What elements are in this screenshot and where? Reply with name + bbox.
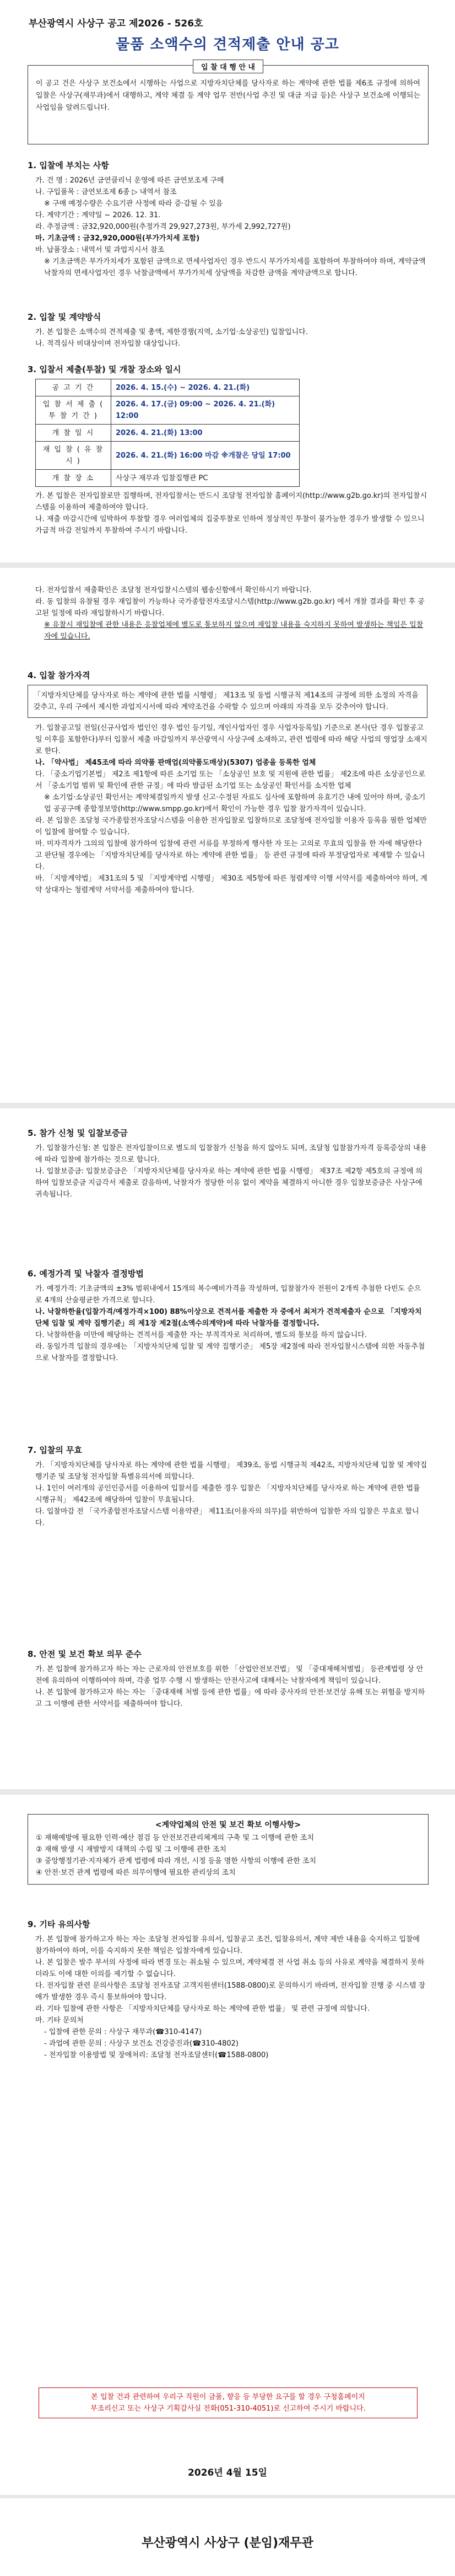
list-item: ④ 안전·보건 관계 법령에 따른 의무이행에 필요한 관리상의 조치 [36,1869,236,1877]
section-1 [28,160,427,279]
table-row [36,379,300,396]
section-8-title: 8. 안전 및 보건 확보 의무 준수 [28,1649,142,1659]
notice-date: 2026년 4월 15일 [188,2467,267,2478]
section-5 [28,1128,427,1200]
intro-text: 이 공고 건은 사상구 보건소에서 시행하는 사업으로 지방자치단체를 당사자로 하는 계약에 관한 법률 제6조 규정에 의하여 입찰은 사상구(재무과)에서 대행하고, 계약 체결 등 계약 업무 전반(사업 추진 및 대금 지급 등)은 사상구 보건소에 이행되는 사업임을 알려드립니다. [36,79,420,112]
s4-line-1: 가. 입찰공고일 전일(신규사업자 법인인 경우 법인 등기일, 개인사업자인 경우 사업자등록일) 기준으로 본사(단 경우 입찰공고일 이후를 포함한다)부터 입찰서 제출 마감일까지 부산광역시 사상구에 소재하고, 관련 법령에 따라 해당 사업의 영업장 소재지로 한다. [35,724,427,755]
s1-line-7: 바. 납품장소 : 내역서 및 과업지시서 참조 [35,246,165,254]
s4-line-4: ※ 소기업·소상공인 확인서는 계약체결일까지 발생 신고·수정된 자료도 심사에 포함하며 유효기간 내에 있어야 하며, 중소기업 공공구매 종합정보망(http://www.smpp.go.kr)에서 확인이 가능한 경우 입찰 참가자격이 있습니다. [44,793,426,813]
schedule-key: 개 찰 장 소 [36,470,111,487]
section-4-title: 4. 입찰 참가자격 [28,670,90,680]
table-row [36,470,300,487]
s9-line-2: 나. 본 입찰은 발주 부서의 사정에 따라 변경 또는 취소될 수 있으며, 계약체결 전 사업 취소 등의 사유로 계약을 체결하지 못하더라도 이에 대한 이의를 제기할 수 없습니다. [35,1958,425,1978]
safety-checklist-title: <계약업체의 안전 및 보건 확보 이행사항> [155,1821,301,1829]
section-5-title: 5. 참가 신청 및 입찰보증금 [28,1128,128,1138]
schedule-value: 2026. 4. 15.(수) ~ 2026. 4. 21.(화) [111,379,300,396]
s4-frame [28,685,427,718]
s2-line-1: 가. 본 입찰은 소액수의 견적제출 및 총액, 제한경쟁(지역, 소기업·소상공인) 입찰입니다. [35,328,308,336]
s7-line-1: 가. 「지방자치단체를 당사자로 하는 계약에 관한 법률 시행령」 제39조, 동법 시행규칙 제42조, 지방자치단체 입찰 및 계약집행기준 및 조달청 전자입찰 특별유의서에 의합니다. [35,1461,427,1481]
s6-line-1: 가. 예정가격: 기초금액의 ±3% 범위내에서 15개의 복수예비가격을 작성하며, 입찰참가자 전원이 2개씩 추첨한 다빈도 순으로 4개의 산술평균한 가격으로 합니다. [35,1285,421,1305]
schedule-table [35,379,300,487]
s7-line-2: 나. 1인이 여러개의 공인인증서를 이용하여 입찰서를 제출한 경우 입찰은 「지방자치단체를 당사자로 하는 계약에 관한 법률 시행규칙」 제42조에 해당하여 입찰이 무효됩니다. [35,1484,420,1504]
s6-line-2: 나. 낙찰하한율(입찰가격/예정가격×100) 88%이상으로 견적서를 제출한 자 중에서 최저가 견적제출자 순으로 「지방자치단체 입찰 및 계약 집행기준」의 제1장 제2절(소액수의계약)에 따라 낙찰자를 결정합니다. [35,1308,422,1328]
s1-line-5: 라. 추정금액 : 금32,920,000원(추정가격 29,927,273원, 부가세 2,992,727원) [35,223,291,231]
notice-number: 부산광역시 사상구 공고 제2026 - 526호 [29,18,203,29]
s1-line-2: 나. 구입품목 : 금연보조제 6종 ▷ 내역서 참조 [35,188,177,196]
section-8 [28,1649,427,1710]
list-item: ② 재해 발생 시 재발방지 대책의 수립 및 그 이행에 관한 조치 [36,1845,226,1854]
s5-line-1: 가. 입찰참가신청: 본 입찰은 전자입찰이므로 별도의 입찰참가 신청을 하지 않아도 되며, 조달청 입찰참가자격 등록증상의 내용에 따라 입찰에 참가하는 것으로 합니다. [35,1144,427,1164]
s3b-line-3: ※ 유찰시 재입찰에 관한 내용은 응찰업체에 별도로 통보하지 않으며 재입찰 내용을 숙지하지 못하여 발생하는 책임은 입찰자에 있습니다. [44,621,424,641]
s2-line-2: 나. 적격심사 비대상이며 전자입찰 대상입니다. [35,340,181,348]
section-7 [28,1445,427,1529]
schedule-key: 재 입 찰 ( 유 찰 시 ) [36,442,111,470]
section-7-title: 7. 입찰의 무효 [28,1445,83,1455]
s1-line-4: 다. 계약기간 : 계약일 ~ 2026. 12. 31. [35,211,161,219]
section-6-title: 6. 예정가격 및 낙찰자 결정방법 [28,1269,144,1279]
intro-tag: 입 찰 대 행 안 내 [193,60,263,73]
section-9 [28,1919,427,2061]
section-9-title: 9. 기타 유의사항 [28,1919,90,1929]
warning-line-2: 부조리신고 또는 사상구 기획감사실 전화(051-310-4051)로 신고하여 주시기 바랍니다. [90,2405,366,2413]
s4-line-6: 마. 미자격자가 그의의 입찰에 참가하여 입찰에 관련 서류를 부정하게 행사한 자 또는 고의로 무효의 입찰을 한 자에 해당한다고 판단될 경우에는 「지방자치단체를 당사자로 하는 계약에 관한 법률」 등 관련 규정에 따라 부정당업자로 제재할 수 있습니다. [35,840,425,871]
intro-box [28,65,429,144]
schedule-key: 공 고 기 간 [36,379,111,396]
s1-line-3: ※ 구매 예정수량은 수요기관 사정에 따라 증·감될 수 있음 [44,200,223,208]
list-item: ③ 중앙행정기관·지자체가 관계 법령에 따라 개선, 시정 등을 명한 사항의 이행에 관한 조치 [36,1857,317,1865]
section-3 [28,364,427,536]
warning-line-1: 본 입찰 건과 관련하여 우리구 직원이 금품, 향응 등 부당한 요구를 할 경우 구청홈페이지 [91,2393,365,2401]
schedule-value: 2026. 4. 21.(화) 13:00 [111,425,300,442]
s3b-line-1: 다. 전자입찰서 제출확인은 조달청 전자입찰시스템의 웹송신함에서 확인하시기 바랍니다. [35,586,312,594]
schedule-value: 2026. 4. 17.(금) 09:00 ~ 2026. 4. 21.(화) 12:00 [111,396,300,425]
s4-line-7: 바. 「지방계약법」 제31조의 5 및 「지방계약법 시행령」 제30조 제5항에 따른 청렴계약 이행 서약서를 제출하여야 하며, 계약 상대자는 청렴계약 서약서를 제출하여야 합니다. [35,874,427,894]
s4-line-2: 나. 「약사법」 제45조에 따라 의약품 판매업(의약품도매상)(5307) 업종을 등록한 업체 [35,759,316,767]
s1-line-8: ※ 기초금액은 부가가치세가 포함된 금액으로 면세사업자인 경우 반드시 부가가치세를 포함하여 투찰하여야 하며, 계약금액 낙찰자의 면세사업자인 경우 낙찰금액에서 부가가치세 상당액을 차감한 금액을 계약금액으로 합니다. [44,257,426,277]
s9-line-4: 라. 기타 입찰에 관한 사항은 「지방자치단체를 당사자로 하는 계약에 관한 법률」 및 관련 규정에 의합니다. [35,2005,370,2013]
s9-line-5: 마. 기타 문의처 [35,2016,84,2025]
safety-checklist [28,1814,429,1885]
page-divider [0,1103,455,1108]
s9-line-3: 다. 전자입찰 관련 문의사항은 조달청 전자조달 고객지원센터(1588-0800)로 문의하시기 바라며, 전자입찰 진행 중 시스템 장애가 발생한 경우 즉시 통보하여야 합니다. [35,1982,426,2001]
s4-line-5: 라. 본 입찰은 조달청 국가종합전자조달시스템을 이용한 전자입찰로 입찰하므로 조달청에 전자입찰 이용자 등록을 필한 업체만이 입찰에 참여할 수 있습니다. [35,817,427,836]
section-2 [28,312,427,350]
s4-line-3: 다. 「중소기업기본법」 제2조 제1항에 따른 소기업 또는 「소상공인 보호 및 지원에 관한 법률」 제2조에 따른 소상공인으로서 「중소기업 범위 및 확인에 관한 규정」에 따라 발급된 소기업 또는 소상공인 확인서를 소지한 업체 [35,770,426,790]
table-row [36,396,300,425]
section-3-title: 3. 입찰서 제출(투찰) 및 개찰 장소와 일시 [28,364,181,374]
s1-line-1: 가. 건 명 : 2026년 금연클리닉 운영에 따른 금연보조제 구매 [35,176,224,185]
s6-line-3: 다. 낙찰하한율 미만에 해당하는 견적서를 제출한 자는 부적격자로 처리하며, 별도의 통보를 하지 않습니다. [35,1331,367,1339]
s3-note-2: 나. 재출 마감시간에 임박하여 투찰할 경우 여러업체의 집중투찰로 인하여 정상적인 투찰이 불가능한 경우가 발생할 수 있으니 가급적 마감 전일까지 투찰하여 주시기 바랍니다. [35,515,425,535]
s9-contact-1: - 입찰에 관한 문의 : 사상구 재무과(☎310-4147) [44,2028,202,2036]
s9-line-1: 가. 본 입찰에 참가하고자 하는 자는 조달청 전자입찰 유의서, 입찰공고 조건, 입찰유의서, 계약 제반 내용을 숙지하고 입찰에 참가하여야 하며, 이를 숙지하지 못한 책임은 입찰자에게 있습니다. [35,1935,420,1955]
safety-checklist-items [28,1832,428,1884]
schedule-key: 개 찰 일 시 [36,425,111,442]
s7-line-3: 다. 입찰마감 전 「국가종합전자조달시스템 이용약관」 제11조(이용자의 의무)를 위반하여 입찰한 자의 입찰은 무효로 합니다. [35,1507,419,1527]
section-2-title: 2. 입찰 및 계약방식 [28,312,101,322]
section-3-cont [28,584,427,642]
schedule-value: 사상구 재무과 입찰집행관 PC [111,470,300,487]
schedule-value: 2026. 4. 21.(화) 16:00 마감 ※개찰은 당일 17:00 [111,442,300,470]
page-divider [0,2495,455,2498]
integrity-warning [39,2387,418,2418]
s8-line-2: 나. 본 입찰에 참가하고자 하는 자는 「중대재해 처벌 등에 관한 법률」에 따라 중사자의 안전·보건상 유해 또는 위험을 방지하고 그 이행에 관한 서약서를 제출하여야 합니다. [35,1688,425,1708]
table-row [36,442,300,470]
section-1-title: 1. 입찰에 부치는 사항 [28,160,109,170]
signer: 부산광역시 사상구 (분임)재무관 [142,2536,313,2550]
table-row [36,425,300,442]
s5-line-2: 나. 입찰보증금: 입찰보증금은 「지방자치단체를 당사자로 하는 계약에 관한 법률 시행령」 제37조 제2항 제5호의 규정에 의하여 입찰보증금 지급각서 제출로 갈음하며, 낙찰자가 정당한 이유 없이 계약을 체결하지 아니한 경우 입찰보증금은 사상구에 귀속됩니다. [35,1167,423,1199]
schedule-key: 입 찰 서 제 출 ( 투 찰 기 간 ) [36,396,111,425]
list-item: ① 재해예방에 필요한 인력·예산 점검 등 안전보건관리체계의 구축 및 그 이행에 관한 조치 [36,1834,314,1842]
page-divider [0,1789,455,1795]
page-divider [0,562,455,568]
section-6 [28,1268,427,1364]
s3-note-1: 가. 본 입찰은 전자입찰로만 집행하며, 전자입찰서는 반드시 조달청 전자입찰 홈페이지(http://www.g2b.go.kr)의 전자입찰시스템을 이용하여 제출하여야 합니다. [35,492,427,512]
s6-line-4: 라. 동일가격 입찰의 경우에는 「지방자치단체 입찰 및 계약 집행기준」 제5장 제2절에 따라 전자입찰시스템에 의한 자동추첨으로 낙찰자를 결정합니다. [35,1343,425,1362]
s8-line-1: 가. 본 입찰에 참가하고자 하는 자는 근로자의 안전보호를 위한 「산업안전보건법」 및 「중대재해처벌법」 등관계법령 상 안전에 유의하여 이행하여야 하며, 각종 업무 수행 시 발생하는 안전사고에 대해서는 낙찰자에게 책임이 있습니다. [35,1665,424,1685]
s1-line-6: 마. 기초금액 : 금32,920,000원(부가가치세 포함) [35,234,200,243]
page-title: 물품 소액수의 견적제출 안내 공고 [116,36,339,53]
s3b-line-2: 라. 동 입찰의 유찰될 경우 재입찰이 가능하나 국가종합전자조달시스템(http://www.g2b.go.kr) 에서 개찰 결과를 확인 후 공고된 일정에 따라 재입찰하시기 바랍니다. [35,598,425,618]
section-4 [28,670,427,896]
s4-frame-text: 「지방자치단체를 당사자로 하는 계약에 관한 법률 시행령」 제13조 및 동법 시행규칙 제14조의 규정에 의한 소정의 자격을 갖추고, 우리 구에서 제시한 과업지시서에 따라 계약조건을 수락할 수 있으며 아래의 자격을 모두 갖추어야 합니다. [34,691,419,711]
s9-contact-3: - 전자입찰 이용방법 및 장애처리: 조달청 전자조달센터(☎1588-0800) [44,2051,269,2059]
s9-contact-2: - 과업에 관한 문의 : 사상구 보건소 건강증진과(☎310-4802) [44,2040,239,2048]
